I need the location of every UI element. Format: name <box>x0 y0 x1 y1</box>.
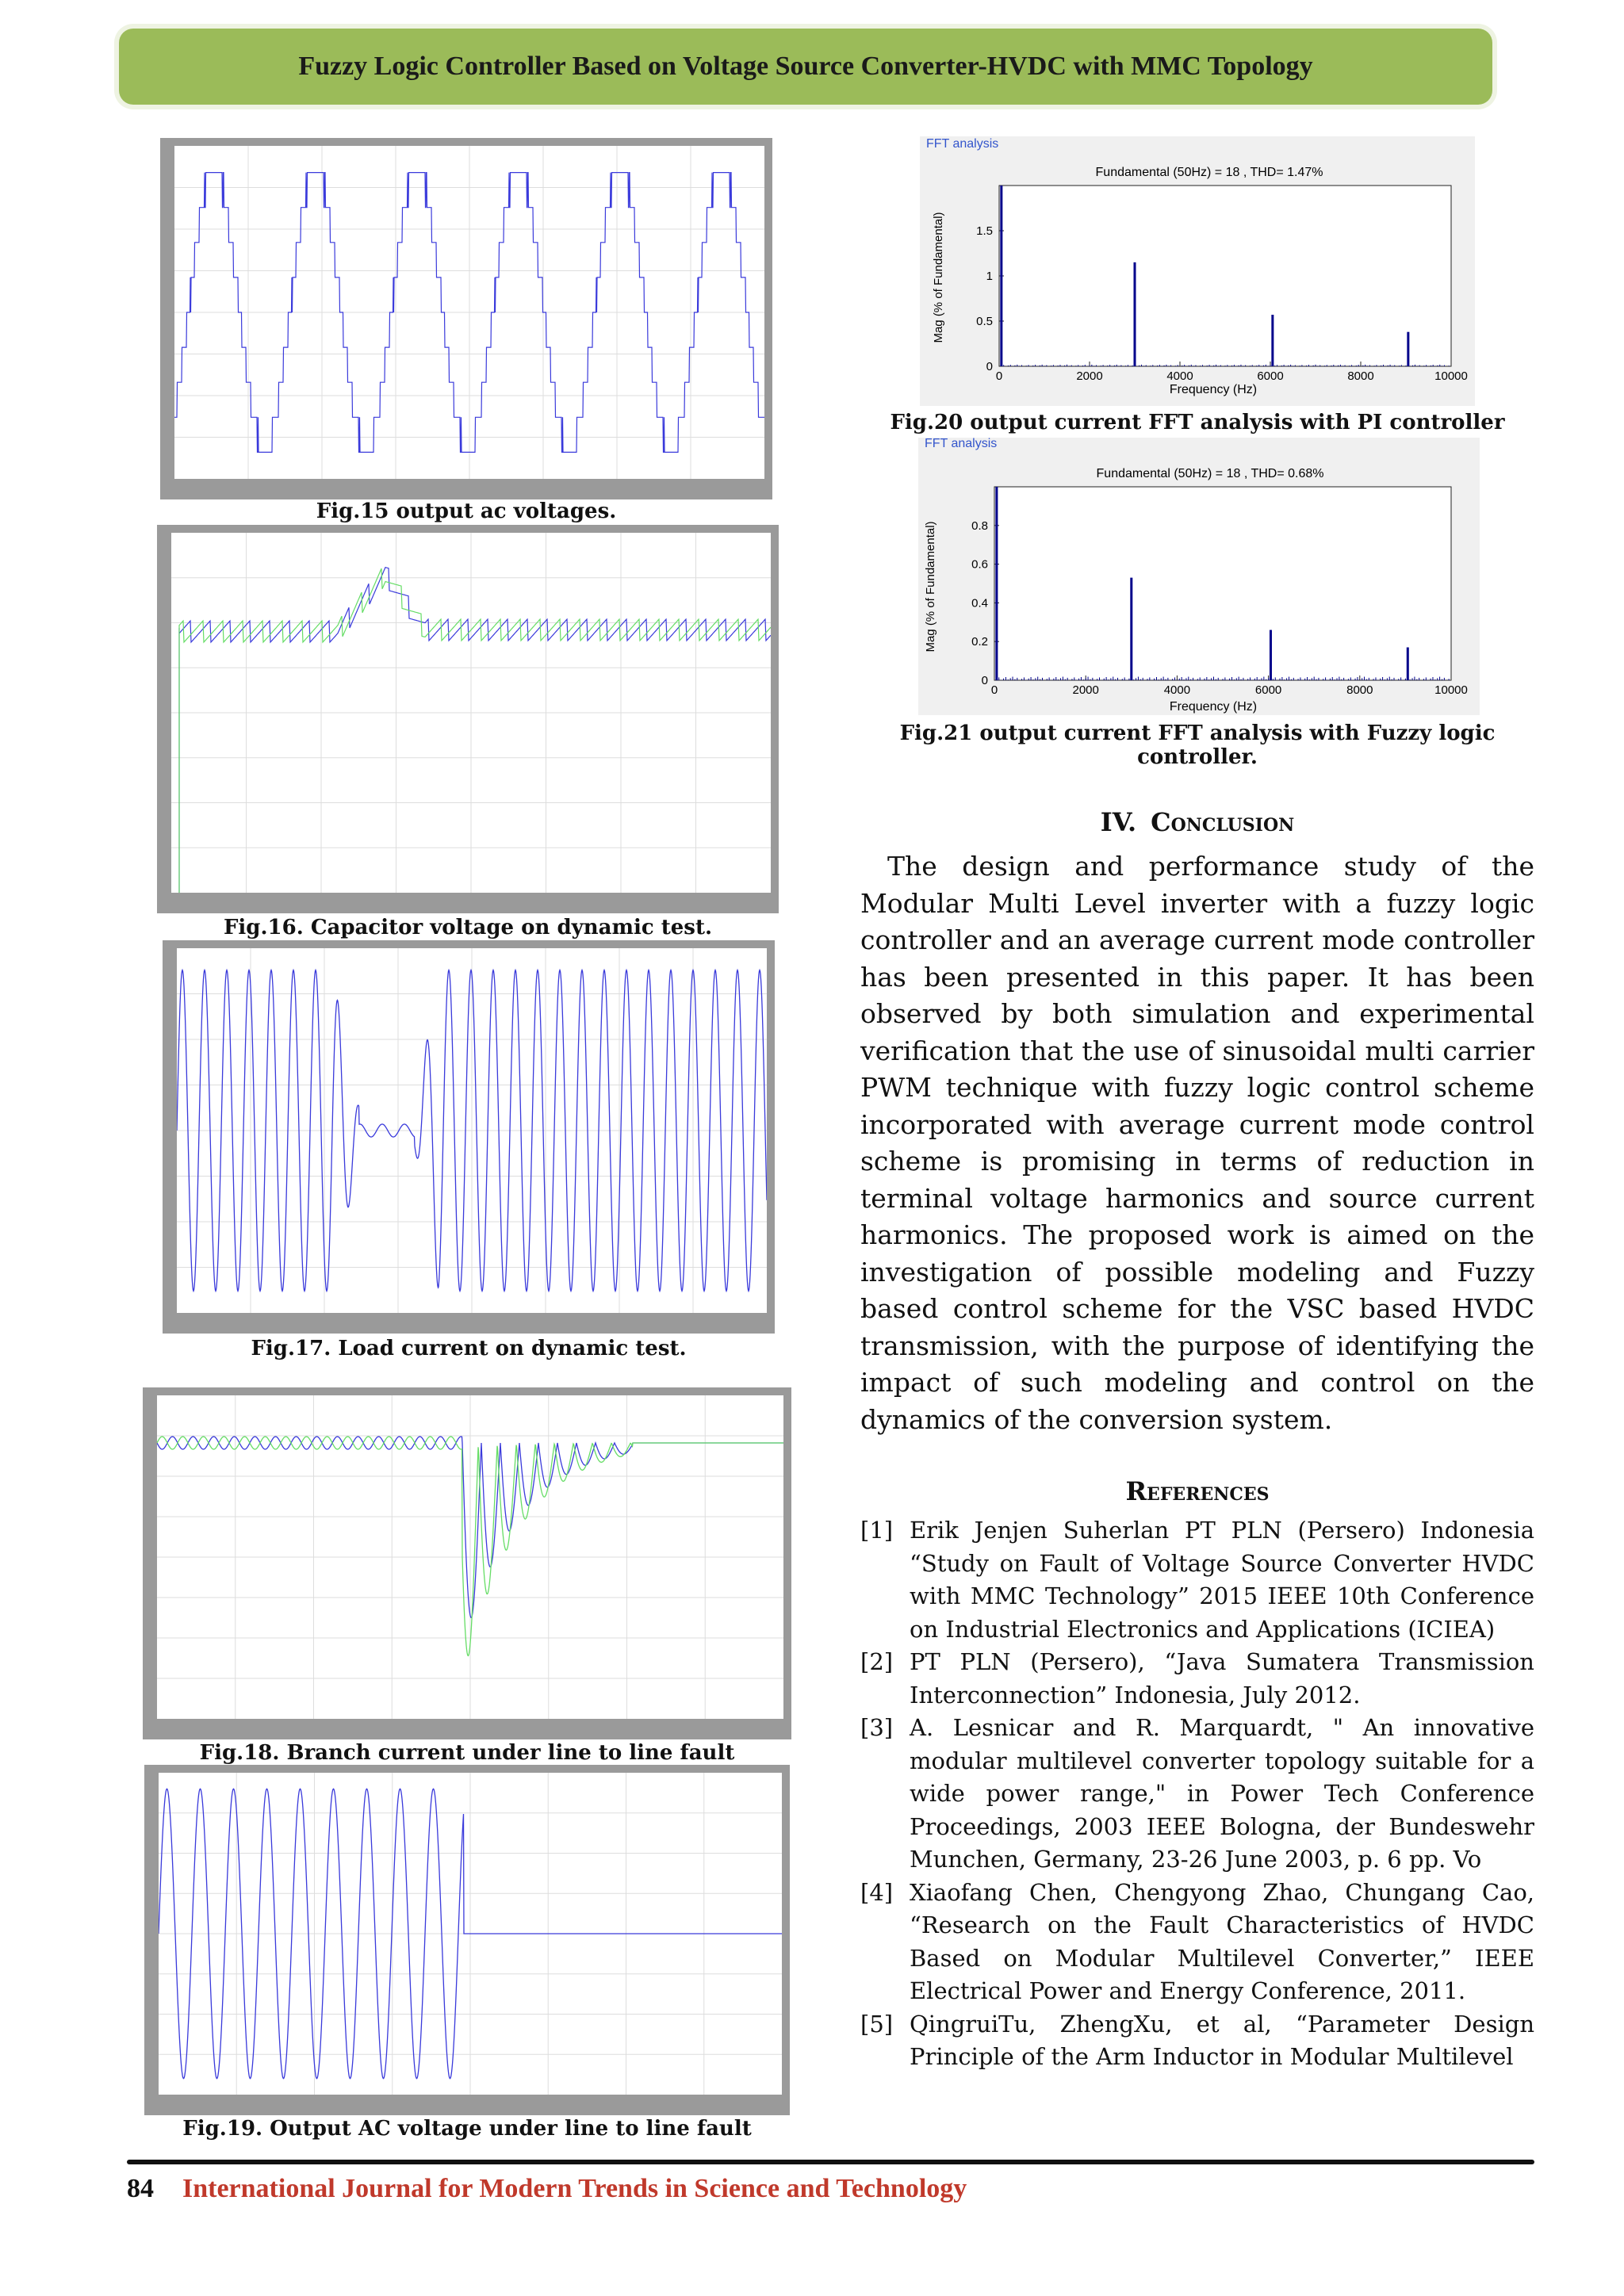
fig16-trace-b <box>179 568 771 893</box>
fft-xtick-label: 4000 <box>1163 683 1191 697</box>
fft-xtick-label: 8000 <box>1347 369 1374 383</box>
fig18-plot <box>143 1387 791 1739</box>
fft-ytick-label: 0.2 <box>971 635 988 649</box>
fig15-waveform <box>174 146 764 479</box>
fig18-waveform <box>157 1395 783 1719</box>
fft-ytick-label: 0.8 <box>971 519 988 533</box>
running-header-title: Fuzzy Logic Controller Based on Voltage Source Converter-HVDC with MMC Topology <box>298 52 1313 81</box>
fft-xtick-label: 2000 <box>1072 683 1099 697</box>
conclusion-numeral: IV. <box>1100 807 1137 837</box>
fft-ytick-label: 0.4 <box>971 596 988 610</box>
reference-item <box>860 1646 1534 1712</box>
fft-panel-label: FFT analysis <box>926 137 999 151</box>
footer-rule <box>127 2160 1534 2164</box>
fft-title: Fundamental (50Hz) = 18 , THD= 1.47% <box>1095 166 1323 179</box>
page-number: 84 <box>127 2174 154 2203</box>
fft-ytick-label: 0.5 <box>976 315 993 328</box>
reference-item <box>860 1712 1534 1877</box>
reference-number: [2] <box>860 1648 894 1675</box>
fig20-caption: Fig.20 output current FFT analysis with PI controller <box>890 411 1505 434</box>
fig20-fft-plot <box>920 136 1475 406</box>
fft-xtick-label: 0 <box>990 683 998 697</box>
fig19-caption: Fig.19. Output AC voltage under line to line fault <box>182 2117 752 2141</box>
fft-ytick-label: 0 <box>981 674 988 687</box>
reference-number: [3] <box>860 1714 894 1741</box>
reference-number: [1] <box>860 1517 894 1544</box>
fft-panel-label: FFT analysis <box>925 438 998 450</box>
fft-xtick-label: 4000 <box>1166 369 1193 383</box>
fft-xtick-label: 10000 <box>1434 683 1468 697</box>
fig16-trace-a <box>179 568 771 893</box>
references-heading: References <box>1125 1476 1270 1506</box>
fft-ytick-label: 0 <box>986 360 993 373</box>
reference-text: QingruiTu, ZhengXu, et al, “Parameter Design Principle of the Arm Inductor in Modular Multilevel <box>910 2010 1534 2070</box>
page-footer <box>127 2174 967 2204</box>
conclusion-heading <box>860 807 1534 837</box>
fft-xtick-label: 8000 <box>1346 683 1373 697</box>
conclusion-paragraph: The design and performance study of the Modular Multi Level inverter with a fuzzy logic controller and an average current mode controller has been presented in this paper. It has been observed by both simulation and experimental verification that the use of sinusoidal multi carrier PWM technique with fuzzy logic control scheme incorporated with average current mode control scheme is promising in terms of reduction in terminal voltage harmonics and source current harmonics. The proposed work is aimed on the investigation of possible modeling and Fuzzy based control scheme for the VSC based HVDC transmission, with the purpose of identifying the impact of such modeling and control on the dynamics of the conversion system. <box>860 851 1534 1435</box>
reference-item <box>860 2008 1534 2074</box>
fft-axes <box>994 487 1451 680</box>
fig17-plot <box>163 940 775 1334</box>
fig15-plot <box>160 138 772 499</box>
fft-title: Fundamental (50Hz) = 18 , THD= 0.68% <box>1096 467 1324 480</box>
reference-text: Xiaofang Chen, Chengyong Zhao, Chungang Cao, “Research on the Fault Characteristics of HVDC Based on Modular Multilevel Converter,” IEEE Electrical Power and Energy Conference, 2011. <box>910 1878 1534 2004</box>
fig16-caption: Fig.16. Capacitor voltage on dynamic test. <box>223 916 713 939</box>
fig16-plot <box>157 525 779 913</box>
fft-xtick-label: 6000 <box>1254 683 1282 697</box>
reference-text: PT PLN (Persero), “Java Sumatera Transmission Interconnection” Indonesia, July 2012. <box>910 1648 1534 1709</box>
reference-item <box>860 1877 1534 2008</box>
fft-axes <box>999 186 1451 366</box>
fig17-caption: Fig.17. Load current on dynamic test. <box>251 1337 687 1360</box>
fft-xtick-label: 2000 <box>1076 369 1103 383</box>
journal-name: International Journal for Modern Trends in Science and Technology <box>182 2174 967 2203</box>
conclusion-title: Conclusion <box>1151 807 1295 837</box>
fft-ytick-label: 0.6 <box>971 557 988 572</box>
fft-xtick-label: 6000 <box>1257 369 1284 383</box>
fft-xlabel: Frequency (Hz) <box>1169 383 1258 396</box>
fig18-caption: Fig.18. Branch current under line to line fault <box>199 1741 735 1765</box>
fig21-caption: Fig.21 output current FFT analysis with Fuzzy logic controller. <box>899 721 1496 769</box>
fig16-waveform <box>171 533 771 893</box>
fft-ylabel: Mag (% of Fundamental) <box>932 212 945 343</box>
fig21-fft-plot <box>918 438 1480 715</box>
running-header <box>119 29 1492 105</box>
reference-number: [4] <box>860 1878 894 1906</box>
reference-text: Erik Jenjen Suherlan PT PLN (Persero) Indonesia “Study on Fault of Voltage Source Converter HVDC with MMC Technology” 2015 IEEE 10th Conference on Industrial Electronics and Applications (ICIEA) <box>910 1517 1534 1643</box>
fft-xtick-label: 0 <box>995 369 1003 383</box>
fft-xtick-label: 10000 <box>1434 369 1468 383</box>
fft-ylabel: Mag (% of Fundamental) <box>924 521 937 652</box>
fig17-waveform <box>177 948 767 1313</box>
fft-xlabel: Frequency (Hz) <box>1169 700 1258 714</box>
reference-number: [5] <box>860 2010 894 2038</box>
references-list <box>860 1514 1534 2074</box>
fft-ytick-label: 1.5 <box>976 224 993 238</box>
fig19-waveform <box>159 1773 782 2095</box>
reference-item <box>860 1514 1534 1646</box>
fig15-caption: Fig.15 output ac voltages. <box>316 499 617 523</box>
fig21-fft-chart <box>918 438 1480 715</box>
fig19-plot <box>144 1765 790 2115</box>
fft-ytick-label: 1 <box>986 270 993 283</box>
fig20-fft-chart <box>920 136 1475 406</box>
reference-text: A. Lesnicar and R. Marquardt, " An innovative modular multilevel converter topology suitable for a wide power range," in Power Tech Conference Proceedings, 2003 IEEE Bologna, der Bundeswehr Munchen, Germany, 23-26 June 2003, p. 6 pp. Vo <box>910 1714 1534 1873</box>
